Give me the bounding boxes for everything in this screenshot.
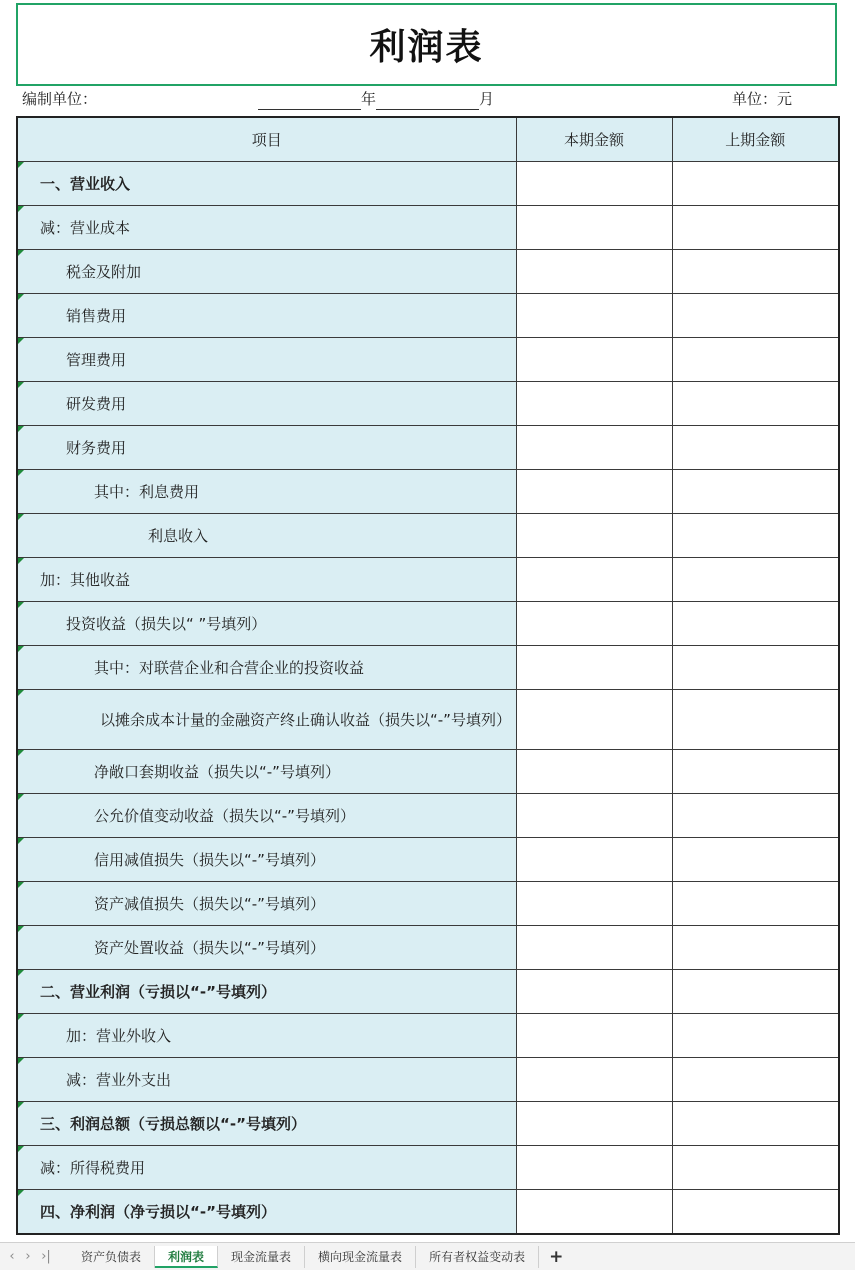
tab-balance-sheet[interactable]: 资产负债表 (68, 1246, 155, 1268)
row-current-amount[interactable] (516, 970, 672, 1014)
row-item-label[interactable]: 投资收益（损失以“ ”号填列） (17, 602, 516, 646)
month-label: 月 (479, 90, 495, 108)
row-item-label[interactable]: 加：其他收益 (17, 558, 516, 602)
row-item-label[interactable]: 信用减值损失（损失以“-”号填列） (17, 838, 516, 882)
table-row (17, 1146, 839, 1190)
row-current-amount[interactable] (516, 338, 672, 382)
row-item-label[interactable]: 加：营业外收入 (17, 1014, 516, 1058)
table-row (17, 1102, 839, 1146)
next-sheet-icon[interactable]: › (25, 1249, 31, 1264)
table-row (17, 690, 839, 750)
row-previous-amount[interactable] (672, 294, 839, 338)
row-current-amount[interactable] (516, 602, 672, 646)
row-current-amount[interactable] (516, 1102, 672, 1146)
row-previous-amount[interactable] (672, 926, 839, 970)
row-previous-amount[interactable] (672, 690, 839, 750)
tab-horizontal-cash-flow[interactable]: 横向现金流量表 (305, 1246, 416, 1268)
table-row (17, 926, 839, 970)
row-previous-amount[interactable] (672, 206, 839, 250)
row-current-amount[interactable] (516, 206, 672, 250)
table-row (17, 838, 839, 882)
row-previous-amount[interactable] (672, 338, 839, 382)
row-item-label[interactable]: 三、利润总额（亏损总额以“-”号填列） (17, 1102, 516, 1146)
row-current-amount[interactable] (516, 1190, 672, 1235)
row-previous-amount[interactable] (672, 882, 839, 926)
row-current-amount[interactable] (516, 794, 672, 838)
tab-cash-flow[interactable]: 现金流量表 (218, 1246, 305, 1268)
table-row (17, 558, 839, 602)
row-previous-amount[interactable] (672, 970, 839, 1014)
row-previous-amount[interactable] (672, 558, 839, 602)
table-row (17, 1058, 839, 1102)
table-row (17, 294, 839, 338)
row-previous-amount[interactable] (672, 1146, 839, 1190)
row-current-amount[interactable] (516, 1014, 672, 1058)
title-cell[interactable] (16, 3, 837, 86)
row-previous-amount[interactable] (672, 646, 839, 690)
row-previous-amount[interactable] (672, 794, 839, 838)
table-row (17, 1014, 839, 1058)
row-item-label[interactable]: 以摊余成本计量的金融资产终止确认收益（损失以“-”号填列） (17, 690, 516, 750)
row-item-label[interactable]: 公允价值变动收益（损失以“-”号填列） (17, 794, 516, 838)
table-row (17, 794, 839, 838)
row-current-amount[interactable] (516, 162, 672, 206)
add-sheet-icon[interactable]: + (549, 1246, 564, 1267)
row-current-amount[interactable] (516, 690, 672, 750)
row-current-amount[interactable] (516, 646, 672, 690)
row-item-label[interactable]: 财务费用 (17, 426, 516, 470)
row-current-amount[interactable] (516, 1058, 672, 1102)
row-item-label[interactable]: 销售费用 (17, 294, 516, 338)
row-item-label[interactable]: 资产处置收益（损失以“-”号填列） (17, 926, 516, 970)
table-row (17, 382, 839, 426)
row-previous-amount[interactable] (672, 750, 839, 794)
row-item-label[interactable]: 减：营业成本 (17, 206, 516, 250)
row-item-label[interactable]: 四、净利润（净亏损以“-”号填列） (17, 1190, 516, 1235)
first-sheet-icon[interactable]: ‹ (9, 1249, 15, 1264)
report-title: 利润表 (369, 26, 484, 68)
row-current-amount[interactable] (516, 750, 672, 794)
row-current-amount[interactable] (516, 382, 672, 426)
currency-unit-label: 单位：元 (732, 90, 793, 108)
row-previous-amount[interactable] (672, 1102, 839, 1146)
row-item-label[interactable]: 净敞口套期收益（损失以“-”号填列） (17, 750, 516, 794)
header-current-period[interactable]: 本期金额 (516, 117, 672, 162)
row-previous-amount[interactable] (672, 602, 839, 646)
row-previous-amount[interactable] (672, 382, 839, 426)
row-item-label[interactable]: 研发费用 (17, 382, 516, 426)
row-item-label[interactable]: 税金及附加 (17, 250, 516, 294)
row-previous-amount[interactable] (672, 426, 839, 470)
row-current-amount[interactable] (516, 426, 672, 470)
last-sheet-icon[interactable]: ›| (41, 1249, 51, 1264)
row-current-amount[interactable] (516, 926, 672, 970)
header-item[interactable]: 项目 (17, 117, 516, 162)
row-current-amount[interactable] (516, 838, 672, 882)
table-row (17, 470, 839, 514)
tab-equity-changes[interactable]: 所有者权益变动表 (416, 1246, 539, 1268)
month-blank[interactable] (376, 93, 479, 110)
income-statement-table (16, 116, 840, 1235)
row-item-label[interactable]: 减：营业外支出 (17, 1058, 516, 1102)
row-previous-amount[interactable] (672, 162, 839, 206)
row-item-label[interactable]: 一、营业收入 (17, 162, 516, 206)
table-row (17, 602, 839, 646)
row-item-label[interactable]: 二、营业利润（亏损以“-”号填列） (17, 970, 516, 1014)
row-item-label[interactable]: 管理费用 (17, 338, 516, 382)
row-item-label[interactable]: 其中：对联营企业和合营企业的投资收益 (17, 646, 516, 690)
row-previous-amount[interactable] (672, 838, 839, 882)
row-current-amount[interactable] (516, 882, 672, 926)
row-current-amount[interactable] (516, 294, 672, 338)
row-previous-amount[interactable] (672, 250, 839, 294)
table-row (17, 646, 839, 690)
row-current-amount[interactable] (516, 470, 672, 514)
table-row (17, 426, 839, 470)
table-row (17, 750, 839, 794)
row-previous-amount[interactable] (672, 1058, 839, 1102)
table-row (17, 1190, 839, 1235)
compiling-unit-label: 编制单位： (22, 90, 98, 108)
table-row (17, 162, 839, 206)
table-row (17, 970, 839, 1014)
row-current-amount[interactable] (516, 558, 672, 602)
row-current-amount[interactable] (516, 1146, 672, 1190)
row-previous-amount[interactable] (672, 470, 839, 514)
header-previous-period[interactable]: 上期金额 (672, 117, 839, 162)
row-previous-amount[interactable] (672, 1190, 839, 1235)
period-field (258, 88, 494, 110)
row-previous-amount[interactable] (672, 514, 839, 558)
year-label: 年 (361, 90, 377, 108)
sheet-tab-bar (0, 1242, 855, 1270)
row-previous-amount[interactable] (672, 1014, 839, 1058)
year-blank[interactable] (258, 93, 361, 110)
tab-income-statement[interactable]: 利润表 (155, 1246, 218, 1268)
row-item-label[interactable]: 利息收入 (17, 514, 516, 558)
row-item-label[interactable]: 减：所得税费用 (17, 1146, 516, 1190)
table-row (17, 338, 839, 382)
table-header-row (17, 117, 839, 162)
table-row (17, 206, 839, 250)
row-item-label[interactable]: 其中：利息费用 (17, 470, 516, 514)
table-row (17, 882, 839, 926)
table-row (17, 514, 839, 558)
row-current-amount[interactable] (516, 514, 672, 558)
row-current-amount[interactable] (516, 250, 672, 294)
row-item-label[interactable]: 资产减值损失（损失以“-”号填列） (17, 882, 516, 926)
table-row (17, 250, 839, 294)
